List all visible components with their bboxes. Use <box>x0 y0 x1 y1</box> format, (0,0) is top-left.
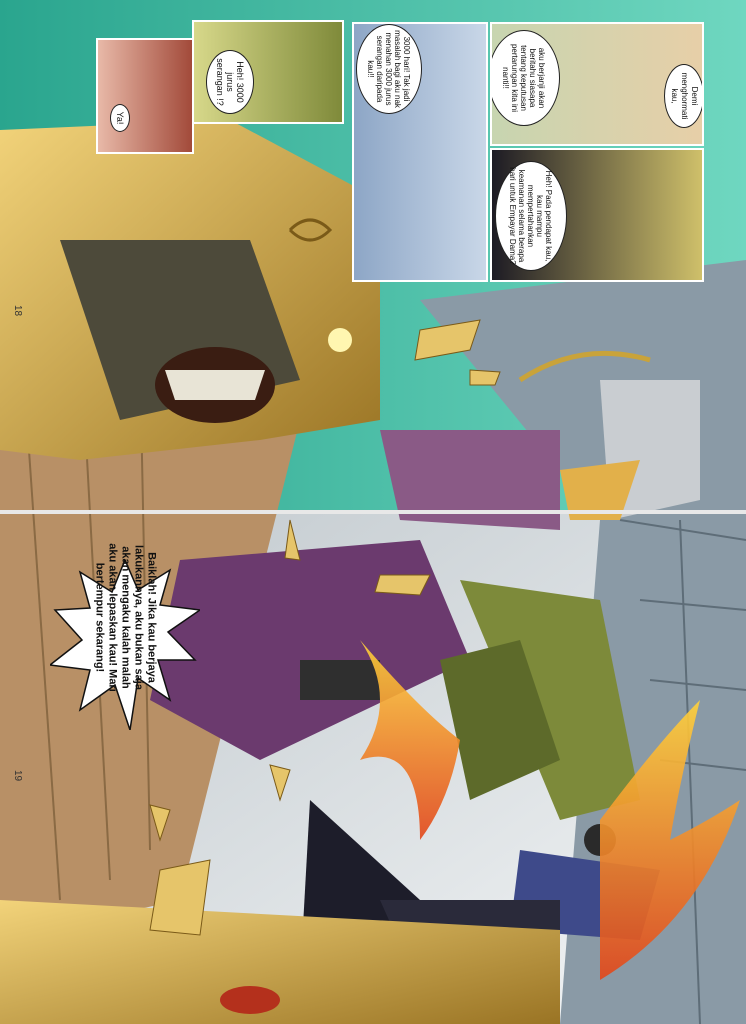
smile-panel <box>192 20 344 124</box>
eye-panel-bubble: Ya! <box>110 104 130 132</box>
glasses-man-bubble-2: aku berjanji akan beritahu siasapa tentang keputusan pertarungan kita ini nanti!! <box>490 30 560 126</box>
smile-panel-bubble: Heh! 3000 jurus serangan !? <box>206 50 254 114</box>
masked-man-panel <box>490 148 704 282</box>
blue-face-panel-bubble: 3000 hari! Tak jadi masalah bagi aku nak menahan 3000 jurus serangan daripada kau!! <box>356 24 422 114</box>
blue-face-panel <box>352 22 488 282</box>
masked-man-bubble: Heh! Pada pendapat kau, kau mampu mempertahankan keamanan selama berapa hari untuk Empayar Dama? <box>495 161 567 271</box>
glasses-man-bubble-1: Demi menghormati kau, <box>664 64 704 128</box>
page-number-top: 18 <box>12 304 24 317</box>
page-number-bottom: 19 <box>12 769 24 782</box>
shout-text: Baiklah! Jika kau berjaya lakukannya, aku bukan saja akan mengaku kalah malah aku akan lepaskan kau! Mari bertempur sekarang! <box>93 543 158 692</box>
golden-warrior <box>0 120 380 460</box>
glasses-man-panel <box>490 22 704 146</box>
eye-panel <box>96 38 194 154</box>
